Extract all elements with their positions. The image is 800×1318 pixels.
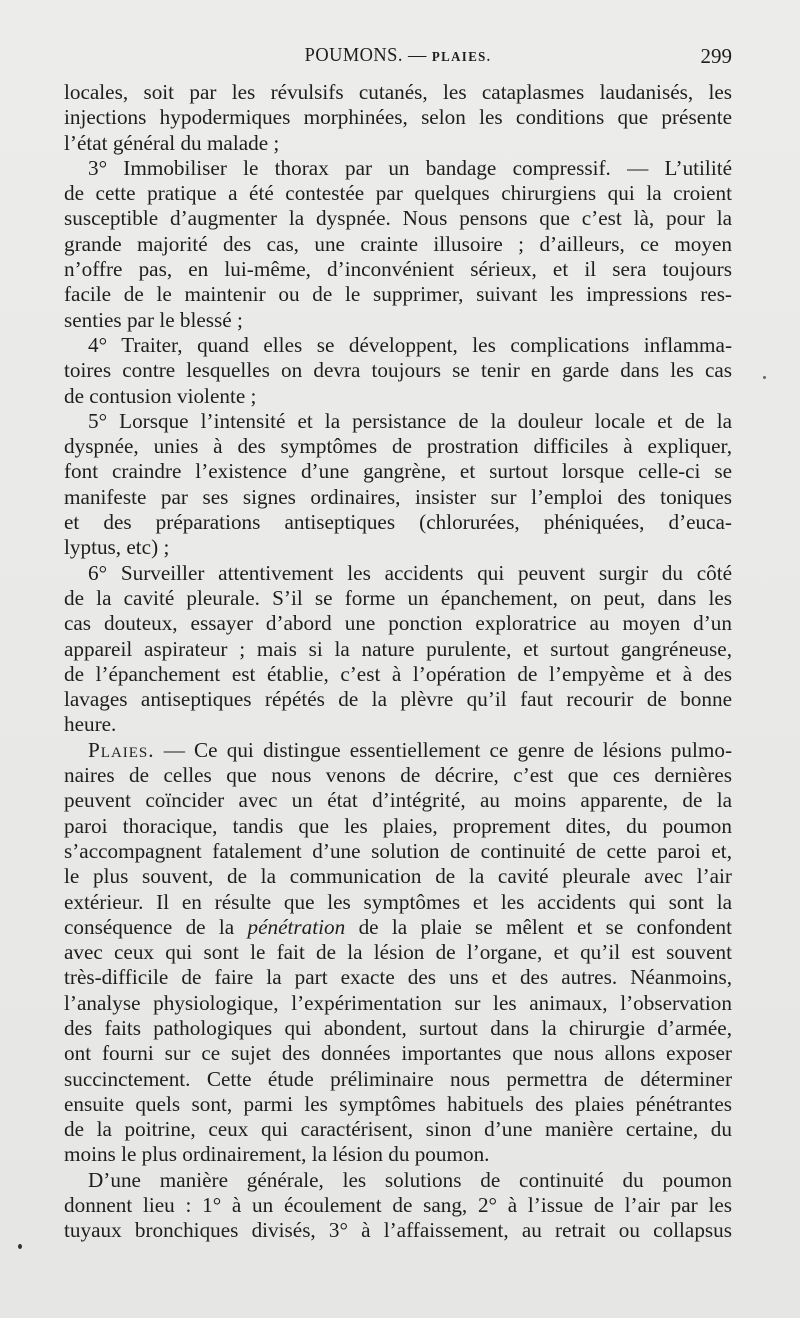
text-run: naires de celles que nous venons de décrire, c’est que ces dernières — [64, 763, 732, 788]
text-line — [64, 738, 732, 763]
text-run: 4° Traiter, quand elles se développent, les complications inflamma- — [88, 332, 732, 357]
text-line — [64, 282, 732, 307]
text-line — [64, 915, 732, 940]
text-run: des faits pathologiques qui abondent, surtout dans la chirurgie d’armée, — [64, 1015, 732, 1040]
text-line — [64, 561, 732, 586]
text-run: conséquence de la — [64, 914, 248, 939]
text-line — [64, 1168, 732, 1193]
text-run: toires contre lesquelles on devra toujours se tenir en garde dans les cas — [64, 358, 732, 383]
text-line — [64, 991, 732, 1016]
text-line — [64, 535, 732, 560]
running-title-main: POUMONS. — — [304, 44, 427, 66]
text-line — [64, 1117, 732, 1142]
text-run: n’offre pas, en lui-même, d’inconvénient sérieux, et il sera toujours — [64, 257, 732, 282]
text-run: cas douteux, essayer d’abord une ponction exploratrice au moyen d’un — [64, 611, 732, 636]
text-line — [64, 1016, 732, 1041]
text-line — [64, 839, 732, 864]
text-run: ont fourni sur ce sujet des données importantes que nous allons exposer — [64, 1041, 732, 1066]
text-run: de la cavité pleurale. S’il se forme un épanchement, on peut, dans les — [64, 585, 732, 610]
text-run: l’analyse physiologique, l’expérimentation sur les animaux, l’observation — [64, 990, 732, 1015]
text-run: le plus souvent, de la communication de la cavité pleurale avec l’air — [64, 864, 732, 889]
text-line — [64, 333, 732, 358]
emphasized-word: pénétration — [247, 914, 346, 939]
text-line — [64, 181, 732, 206]
ink-speck — [763, 376, 766, 379]
text-line — [64, 1067, 732, 1092]
text-run: — Ce qui distingue essentiellement ce genre de lésions pulmo- — [154, 737, 732, 762]
text-line — [64, 687, 732, 712]
text-line — [64, 611, 732, 636]
text-line — [64, 105, 732, 130]
text-line — [64, 662, 732, 687]
text-line — [64, 586, 732, 611]
text-line — [64, 1041, 732, 1066]
text-run: l’état général du malade ; — [64, 130, 280, 155]
text-line — [64, 257, 732, 282]
text-run: senties par le blessé ; — [64, 307, 243, 332]
text-run: extérieur. Il en résulte que les symptômes et les accidents qui sont la — [64, 889, 732, 914]
text-line — [64, 409, 732, 434]
text-run: de l’épanchement est établie, c’est à l’opération de l’empyème et à des — [64, 661, 732, 686]
text-line — [64, 156, 732, 181]
text-run: D’une manière générale, les solutions de continuité du poumon — [88, 1167, 732, 1192]
text-run: paroi thoracique, tandis que les plaies, proprement dites, du poumon — [64, 813, 732, 838]
text-line — [64, 763, 732, 788]
text-line — [64, 814, 732, 839]
text-line — [64, 1092, 732, 1117]
running-title — [91, 44, 706, 67]
text-line — [64, 890, 732, 915]
text-run: succinctement. Cette étude préliminaire nous permettra de déterminer — [64, 1066, 732, 1091]
text-line — [64, 788, 732, 813]
text-line — [64, 358, 732, 383]
text-run: injections hypodermiques morphinées, selon les conditions que présente — [64, 105, 732, 130]
text-run: donnent lieu : 1° à un écoulement de sang, 2° à l’issue de l’air par les — [64, 1193, 732, 1218]
text-run: avec ceux qui sont le fait de la lésion de l’organe, et qu’il est souvent — [64, 940, 732, 965]
text-run: susceptible d’augmenter la dyspnée. Nous pensons que c’est là, pour la — [64, 206, 732, 231]
text-run: tuyaux bronchiques divisés, 3° à l’affaissement, au retrait ou collapsus — [64, 1218, 732, 1243]
text-run: font craindre l’existence d’une gangrène, et surtout lorsque celle-ci se — [64, 459, 732, 484]
text-line — [64, 965, 732, 990]
text-run: dyspnée, unies à des symptômes de prostration difficiles à expliquer, — [64, 434, 732, 459]
text-line — [64, 510, 732, 535]
text-run: moins le plus ordinairement, la lésion du poumon. — [64, 1142, 490, 1167]
text-line — [64, 485, 732, 510]
text-line — [64, 206, 732, 231]
text-run: manifeste par ses signes ordinaires, insister sur l’emploi des toniques — [64, 484, 732, 509]
text-run: de cette pratique a été contestée par quelques chirurgiens qui la croient — [64, 181, 732, 206]
text-line — [64, 1193, 732, 1218]
text-line — [64, 637, 732, 662]
text-line — [64, 940, 732, 965]
text-run: grande majorité des cas, une crainte illusoire ; d’ailleurs, ce moyen — [64, 231, 732, 256]
text-run: lyptus, etc) ; — [64, 535, 170, 560]
text-line — [64, 1218, 732, 1243]
text-line — [64, 712, 732, 737]
text-line — [64, 864, 732, 889]
text-line — [64, 308, 732, 333]
body-text — [64, 80, 732, 1244]
running-title-section: PLAIES. — [431, 50, 492, 65]
text-run: heure. — [64, 712, 117, 737]
text-run: facile de le maintenir ou de le supprimer, suivant les impressions res- — [64, 282, 732, 307]
text-run: de la plaie se mêlent et se confondent — [345, 914, 732, 939]
text-line — [64, 434, 732, 459]
text-run: très-difficile de faire la part exacte des uns et des autres. Néanmoins, — [64, 965, 732, 990]
text-run: 3° Immobiliser le thorax par un bandage compressif. — L’utilité — [88, 155, 732, 180]
text-run: ensuite quels sont, parmi les symptômes habituels des plaies pénétrantes — [64, 1091, 732, 1116]
text-run: s’accompagnent fatalement d’une solution de continuité de cette paroi et, — [64, 838, 732, 863]
text-run: locales, soit par les révulsifs cutanés, les cataplasmes laudanisés, les — [64, 80, 732, 104]
text-run: appareil aspirateur ; mais si la nature purulente, et surtout gangréneuse, — [64, 636, 732, 661]
text-run: et des préparations antiseptiques (chlorurées, phéniquées, d’euca- — [64, 510, 732, 535]
text-run: de la poitrine, ceux qui caractérisent, sinon d’une manière certaine, du — [64, 1117, 732, 1142]
text-line — [64, 131, 732, 156]
text-line — [64, 1142, 732, 1167]
page-header — [64, 44, 732, 74]
text-line — [64, 232, 732, 257]
text-line — [64, 80, 732, 105]
ink-speck — [18, 1244, 22, 1249]
page-number: 299 — [700, 44, 732, 68]
text-run: peuvent coïncider avec un état d’intégrité, au moins apparente, de la — [64, 788, 732, 813]
section-heading: Plaies. — [88, 737, 155, 762]
text-run: lavages antiseptiques répétés de la plèvre qu’il faut recourir de bonne — [64, 687, 732, 712]
text-run: de contusion violente ; — [64, 383, 257, 408]
text-run: 5° Lorsque l’intensité et la persistance de la douleur locale et de la — [88, 408, 732, 433]
text-line — [64, 384, 732, 409]
text-run: 6° Surveiller attentivement les accidents qui peuvent surgir du côté — [88, 560, 732, 585]
text-line — [64, 459, 732, 484]
